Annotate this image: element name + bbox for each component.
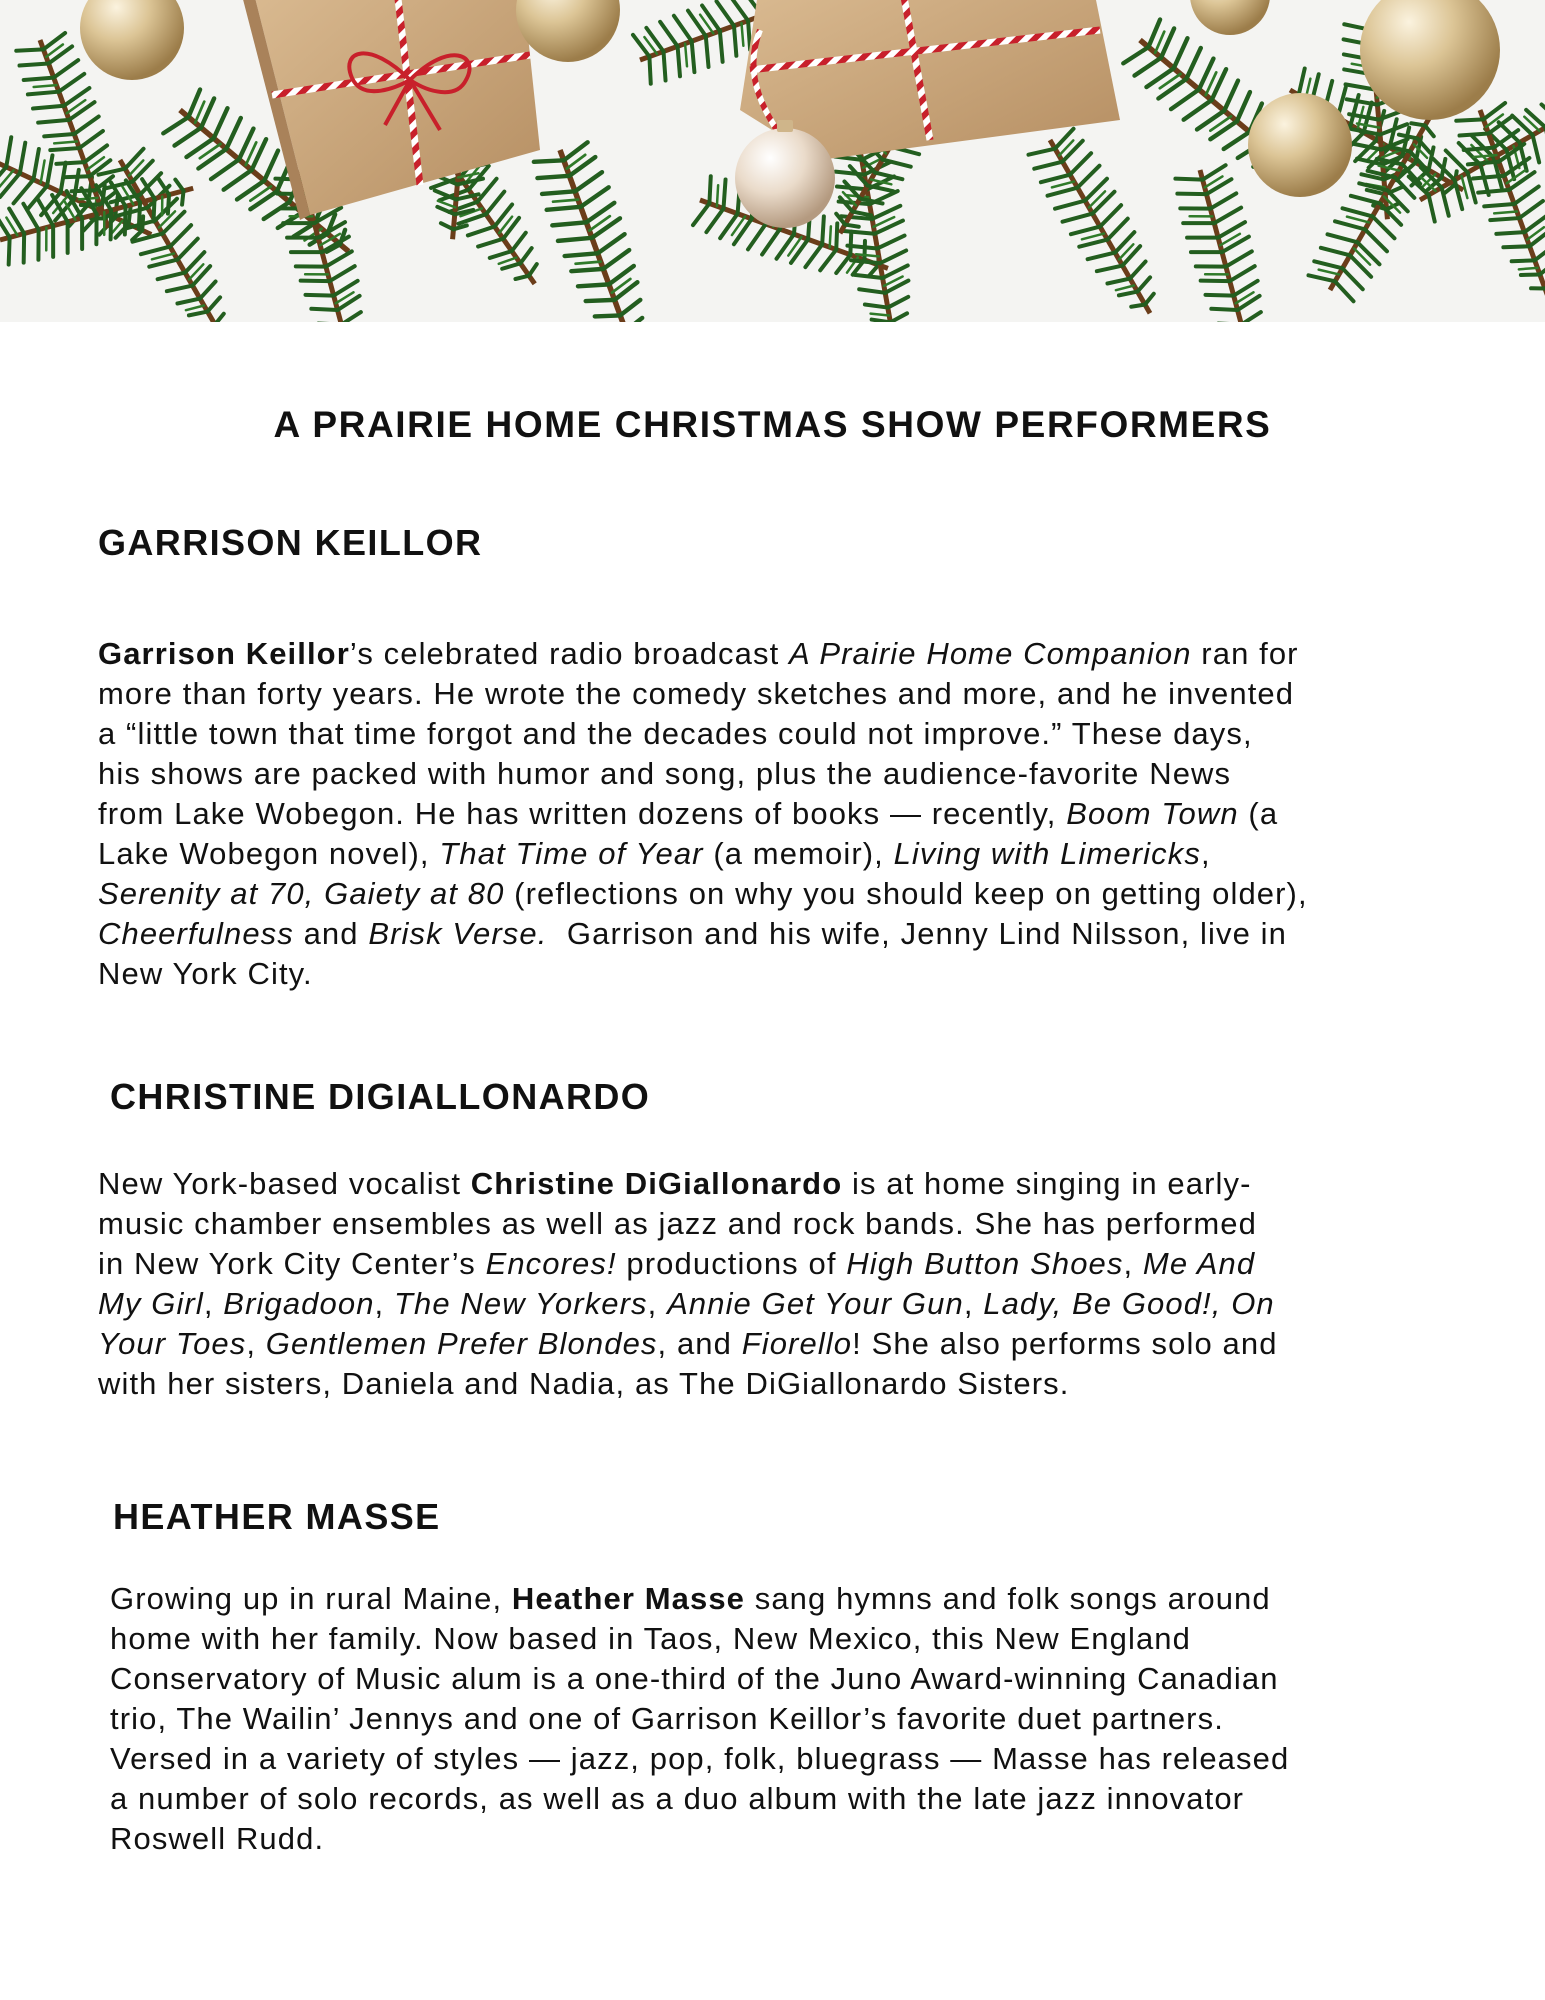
bio-line <box>98 914 1308 954</box>
italic-title: Brigadoon <box>223 1286 375 1321</box>
italic-title: Cheerfulness <box>98 916 294 951</box>
italic-title: The New Yorkers <box>393 1286 648 1321</box>
italic-title: Me And <box>1142 1246 1256 1281</box>
text-run: more than forty years. He wrote the comedy sketches and more, and he invented <box>98 676 1295 711</box>
bio-line <box>98 874 1308 914</box>
italic-title: High Button Shoes <box>846 1246 1124 1281</box>
performer-heading-keillor: GARRISON KEILLOR <box>98 522 483 563</box>
italic-title: A Prairie Home Companion <box>789 636 1192 671</box>
text-run: productions of <box>616 1246 847 1281</box>
bold-name: Garrison Keillor <box>98 636 350 671</box>
text-run: , <box>1123 1246 1143 1281</box>
bold-name: Christine DiGiallonardo <box>470 1166 843 1201</box>
text-run: is at home singing in early- <box>842 1166 1252 1201</box>
bio-line <box>98 1164 1278 1204</box>
text-run: from Lake Wobegon. He has written dozens of books — recently, <box>98 796 1067 831</box>
italic-title: Lady, Be Good!, On <box>983 1286 1275 1321</box>
text-run: trio, The Wailin’ Jennys and one of Garrison Keillor’s favorite duet partners. <box>110 1701 1224 1736</box>
bio-line <box>98 1244 1278 1284</box>
bio-line <box>98 674 1308 714</box>
text-run: Growing up in rural Maine, <box>110 1581 512 1616</box>
italic-title: My Girl <box>98 1286 204 1321</box>
text-run: sang hymns and folk songs around <box>745 1581 1271 1616</box>
italic-title: Gentlemen Prefer Blondes <box>265 1326 658 1361</box>
bio-line <box>98 834 1308 874</box>
text-run: Roswell Rudd. <box>110 1821 325 1856</box>
bio-line <box>110 1819 1289 1859</box>
bio-line <box>98 794 1308 834</box>
gift-box-left <box>238 0 540 220</box>
text-run: and <box>293 916 369 951</box>
text-run: , <box>647 1286 668 1321</box>
text-run: in New York City Center’s <box>98 1246 486 1281</box>
bio-line <box>98 1324 1278 1364</box>
text-run: Lake Wobegon novel), <box>98 836 440 871</box>
text-run: , and <box>657 1326 742 1361</box>
bio-line <box>98 1204 1278 1244</box>
text-run: , <box>246 1326 266 1361</box>
text-run: ! She also performs solo and <box>852 1326 1278 1361</box>
performer-heading-digiallonardo: CHRISTINE DIGIALLONARDO <box>110 1076 651 1117</box>
text-run: ’s celebrated radio broadcast <box>349 636 790 671</box>
bio-line <box>110 1619 1289 1659</box>
text-run: with her sisters, Daniela and Nadia, as The DiGiallonardo Sisters. <box>98 1366 1070 1401</box>
performer-bio-digiallonardo <box>98 1164 1278 1404</box>
bio-line <box>110 1659 1289 1699</box>
text-run: Garrison and his wife, Jenny Lind Nilsson, live in <box>547 916 1287 951</box>
bio-line <box>110 1779 1289 1819</box>
page-title: A PRAIRIE HOME CHRISTMAS SHOW PERFORMERS <box>273 404 1272 445</box>
italic-title: Fiorello <box>741 1326 853 1361</box>
bio-line <box>98 954 1308 994</box>
text-run: ran for <box>1191 636 1299 671</box>
text-run: , <box>203 1286 224 1321</box>
text-run: , <box>963 1286 984 1321</box>
bio-line <box>110 1739 1289 1779</box>
text-run: , <box>374 1286 394 1321</box>
text-run: music chamber ensembles as well as jazz and rock bands. She has performed <box>98 1206 1257 1241</box>
bio-line <box>110 1699 1289 1739</box>
italic-title: That Time of Year <box>439 836 704 871</box>
text-run: (a memoir), <box>703 836 894 871</box>
text-run: , <box>1200 836 1211 871</box>
bold-name: Heather Masse <box>511 1581 746 1616</box>
text-run: New York City. <box>98 956 313 991</box>
italic-title: Boom Town <box>1066 796 1239 831</box>
bio-line <box>110 1579 1289 1619</box>
banner-illustration <box>0 0 1545 322</box>
text-run: a number of solo records, as well as a duo album with the late jazz innovator <box>110 1781 1245 1816</box>
bio-line <box>98 1284 1278 1324</box>
bio-line <box>98 1364 1278 1404</box>
italic-title: Annie Get Your Gun <box>667 1286 964 1321</box>
italic-title: Living with Limericks <box>893 836 1201 871</box>
performer-bio-masse <box>110 1579 1289 1859</box>
text-run: Versed in a variety of styles — jazz, pop, folk, bluegrass — Masse has released <box>110 1741 1290 1776</box>
text-run: (reflections on why you should keep on getting older), <box>504 876 1308 911</box>
bio-line <box>98 754 1308 794</box>
performer-bio-keillor <box>98 634 1308 994</box>
bio-line <box>98 714 1308 754</box>
text-run: New York-based vocalist <box>98 1166 471 1201</box>
text-run: a “little town that time forgot and the decades could not improve.” These days, <box>98 716 1253 751</box>
text-run: his shows are packed with humor and song, plus the audience-favorite News <box>98 756 1232 791</box>
italic-title: Encores! <box>485 1246 617 1281</box>
italic-title: Brisk Verse. <box>368 916 548 951</box>
italic-title: Your Toes <box>98 1326 247 1361</box>
bio-line <box>98 634 1308 674</box>
italic-title: Serenity at 70, Gaiety at 80 <box>98 876 505 911</box>
text-run: home with her family. Now based in Taos, New Mexico, this New England <box>110 1621 1191 1656</box>
holiday-banner-image <box>0 0 1545 322</box>
performer-heading-masse: HEATHER MASSE <box>113 1496 441 1537</box>
text-run: Conservatory of Music alum is a one-third of the Juno Award-winning Canadian <box>110 1661 1279 1696</box>
text-run: (a <box>1238 796 1279 831</box>
